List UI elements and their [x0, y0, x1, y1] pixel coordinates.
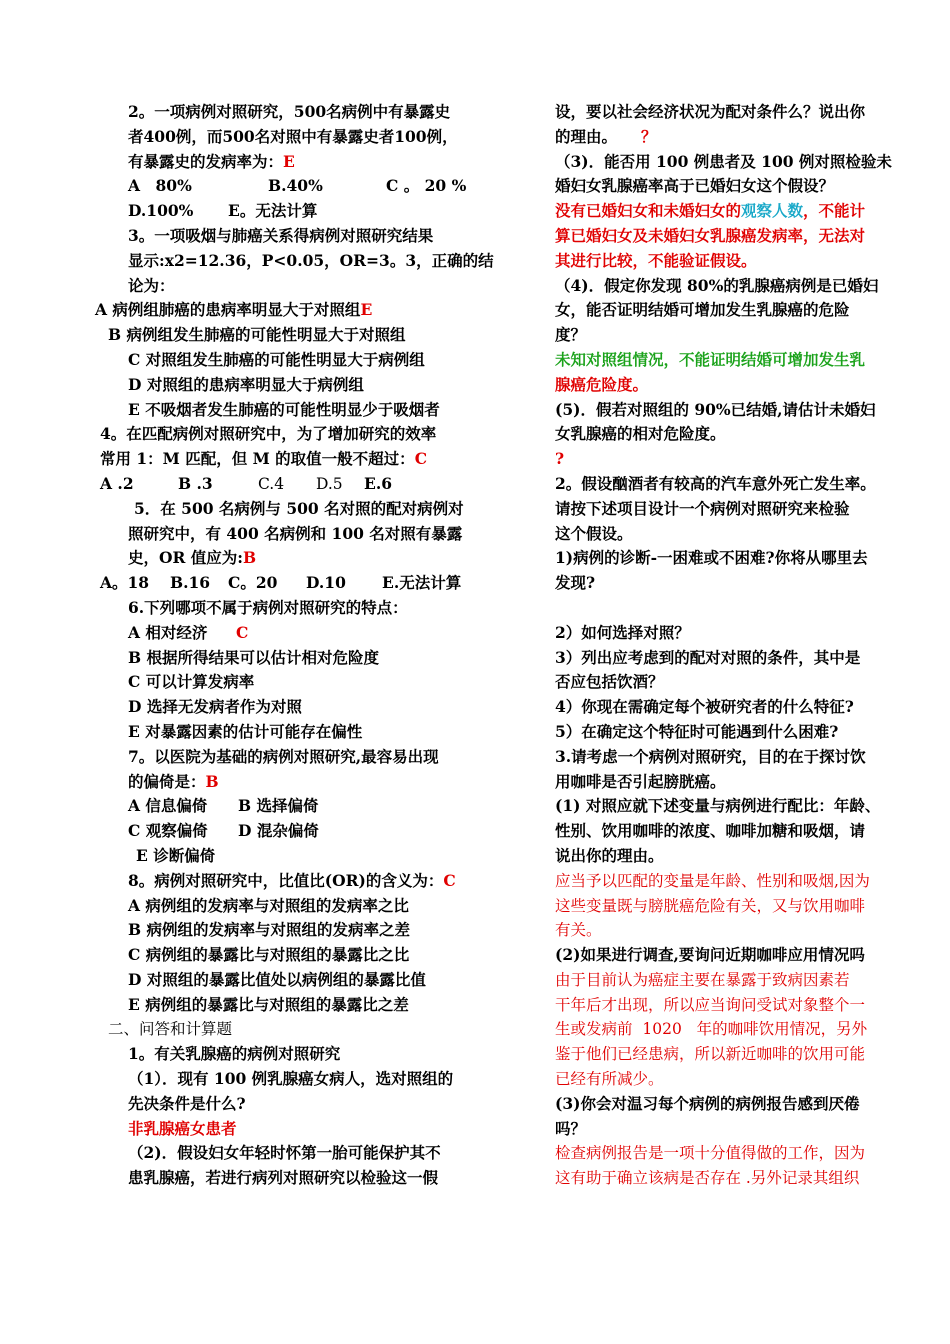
- q2-line2: 者400例，而500名对照中有暴露史者100例，: [128, 126, 458, 146]
- p3-a2-line4: 鉴于他们已经患病，所以新近咖啡的饮用可能: [555, 1045, 866, 1064]
- q4-option-c: C.4: [258, 474, 285, 493]
- q8-option-d: D 对照组的暴露比值处以病例组的暴露比值: [128, 969, 426, 989]
- p3-line2: 用咖啡是否引起膀胱癌。: [555, 771, 726, 791]
- p2-q3-line2: 否应包括饮酒？: [555, 672, 664, 692]
- q7-option-a: A 信息偏倚: [128, 796, 208, 816]
- q4-line2: [100, 447, 470, 472]
- p1-s1-line2: 先决条件是什么?: [128, 1093, 246, 1113]
- q2-line3: [100, 150, 470, 175]
- p1-s2-stem-end: 的理由。: [555, 126, 618, 146]
- q5-line1: 5．在 500 名病例与 500 名对照的配对病例对: [134, 498, 464, 518]
- p1-s2-line4: [555, 125, 900, 150]
- p3-line1: 3.请考虑一个病例对照研究，目的在于探讨饮: [555, 746, 866, 766]
- q2-options-row1: [100, 174, 470, 199]
- p3-a2-line2: 干年后才出现，所以应当询问受试对象整个一: [555, 995, 866, 1014]
- q7-option-d: D 混杂偏倚: [238, 821, 319, 841]
- right-column: [555, 100, 900, 1191]
- p1-s3-answer-line2: 算已婚妇女及未婚妇女乳腺癌发病率，无法对: [555, 225, 866, 245]
- p2-line3: 这个假设。: [555, 523, 633, 543]
- q2-option-d: D.100%: [128, 201, 194, 221]
- q7-answer: B: [205, 771, 219, 791]
- q4-answer: C: [414, 449, 428, 469]
- q7-options-row1: [100, 794, 470, 819]
- q4-stem-end: 常用 1：M 匹配，但 M 的取值一般不超过：: [100, 449, 415, 469]
- q5-option-b: B.16: [170, 573, 211, 593]
- q3-answer: E: [360, 300, 373, 320]
- p1-s1-answer: 非乳腺癌女患者: [128, 1118, 237, 1138]
- q5-option-a: A。18: [100, 573, 150, 593]
- q3-line1: 3。一项吸烟与肺癌关系得病例对照研究结果: [128, 225, 434, 245]
- q6-option-b: B 根据所得结果可以估计相对危险度: [128, 647, 379, 667]
- p1-s4-line2: 女，能否证明结婚可增加发生乳腺癌的危险: [555, 300, 850, 320]
- q7-line1: 7。以医院为基础的病例对照研究,最容易出现: [128, 746, 439, 766]
- p3-q3-line2: 吗？: [555, 1118, 587, 1138]
- q5-option-e: E.无法计算: [382, 573, 462, 593]
- s3-answer-part1: 没有已婚妇女和未婚妇女的: [555, 201, 742, 221]
- observed-count-highlight: 观察人数: [741, 201, 804, 221]
- q8-option-a: A 病例组的发病率与对照组的发病率之比: [128, 895, 409, 915]
- q5-options: [100, 571, 470, 596]
- p1-title: 1。有关乳腺癌的病例对照研究: [128, 1044, 341, 1064]
- left-column: [95, 100, 494, 1191]
- p2-q2: 2）如何选择对照？: [555, 622, 690, 642]
- p1-s5-answer: ?: [555, 449, 565, 469]
- p2-q4: 4）你现在需确定每个被研究者的什么特征?: [555, 697, 854, 717]
- p3-q1-line2: 性别、饮用咖啡的浓度、咖啡加糖和吸烟，请: [555, 821, 866, 841]
- p2-line1: 2。假设酗酒者有较高的汽车意外死亡发生率。: [555, 473, 876, 493]
- p3-a1-line2: 这些变量既与膀胱癌危险有关，又与饮用咖啡: [555, 896, 866, 915]
- q4-option-a: A .2: [100, 473, 134, 493]
- q4-option-d: D.5: [316, 474, 343, 493]
- section-heading-qa: 二、问答和计算题: [108, 1020, 233, 1039]
- q7-options-row2: [100, 819, 470, 844]
- p2-q3-line1: 3）列出应考虑到的配对对照的条件，其中是: [555, 647, 861, 667]
- p3-a2-line3: 生或发病前 1020 年的咖啡饮用情况，另外: [555, 1020, 868, 1039]
- p1-s5-line2: 女乳腺癌的相对危险度。: [555, 424, 726, 444]
- p2-line2: 请按下述项目设计一个病例对照研究来检验: [555, 498, 850, 518]
- p1-s3-answer-line3: 其进行比较，不能验证假设。: [555, 250, 757, 270]
- p1-s5-line1: (5)．假若对照组的 90%已结婚,请估计未婚妇: [555, 399, 876, 419]
- q2-stem-end: 有暴露史的发病率为：: [128, 151, 284, 171]
- p3-a2-line1: 由于目前认为癌症主要在暴露于致病因素若: [555, 970, 850, 989]
- p3-a1-line1: 应当予以匹配的变量是年龄、性别和吸烟,因为: [555, 871, 870, 890]
- q3-option-a-row: [95, 298, 470, 323]
- p1-s3-line1: （3)．能否用 100 例患者及 100 例对照检验未: [555, 151, 892, 171]
- p1-s3-answer-line1: [555, 199, 900, 224]
- q2-answer: E: [283, 151, 295, 171]
- q5-option-d: D.10: [306, 573, 346, 593]
- p3-q1-line1: (1) 对照应就下述变量与病例进行配比：年龄、: [555, 796, 881, 816]
- q4-options: [100, 472, 470, 497]
- q7-stem-end: 的偏倚是：: [128, 771, 206, 791]
- q8-answer: C: [443, 870, 456, 890]
- q7-option-e: E 诊断偏倚: [136, 845, 216, 865]
- q6-option-e: E 对暴露因素的估计可能存在偏性: [128, 721, 363, 741]
- s3-answer-part3: ，不能计: [803, 201, 866, 221]
- p1-s1-line1: （1）．现有 100 例乳腺癌女病人，选对照组的: [128, 1069, 454, 1089]
- q7-option-b: B 选择偏倚: [238, 796, 319, 816]
- p3-a3-line1: 检查病例报告是一项十分值得做的工作，因为: [555, 1144, 866, 1163]
- p3-a2-line5: 已经有所减少。: [555, 1070, 664, 1089]
- q3-option-a: A 病例组肺癌的患病率明显大于对照组: [95, 300, 361, 320]
- q6-option-a: A 相对经济: [128, 622, 208, 642]
- q3-option-e: E 不吸烟者发生肺癌的可能性明显少于吸烟者: [128, 399, 440, 419]
- q2-option-a: A 80%: [128, 176, 192, 196]
- q7-line2: [100, 770, 470, 795]
- q4-line1: 4。在匹配病例对照研究中，为了增加研究的效率: [100, 424, 437, 444]
- q5-option-c: C。20: [228, 573, 278, 593]
- q8-option-e: E 病例组的暴露比与对照组的暴露比之差: [128, 994, 409, 1014]
- p1-s4-answer-line1: 未知对照组情况，不能证明结婚可增加发生乳: [555, 349, 866, 369]
- q6-option-c: C 可以计算发病率: [128, 672, 255, 692]
- p1-s2-answer: ？: [641, 126, 657, 146]
- p1-s2-line2: 患乳腺癌，若进行病列对照研究以检验这一假: [128, 1168, 439, 1188]
- p3-q2: (2)如果进行调查,要询问近期咖啡应用情况吗: [555, 945, 865, 965]
- p1-s4-answer-line2: 腺癌危险度。: [555, 374, 649, 394]
- q6-answer: C: [236, 622, 249, 642]
- q3-option-b: B 病例组发生肺癌的可能性明显大于对照组: [108, 325, 406, 345]
- q6-option-a-row: [100, 621, 470, 646]
- q8-line1: [100, 869, 470, 894]
- p3-a3-line2: 这有助于确立该病是否存在 .另外记录其组织: [555, 1169, 860, 1188]
- q8-option-b: B 病例组的发病率与对照组的发病率之差: [128, 920, 410, 940]
- q8-option-c: C 病例组的暴露比与对照组的暴露比之比: [128, 945, 410, 965]
- q5-line3: [100, 546, 470, 571]
- q2-option-b: B.40%: [268, 176, 323, 196]
- q2-line1: 2。一项病例对照研究，500名病例中有暴露史: [128, 102, 451, 121]
- q4-option-e: E.6: [364, 473, 392, 493]
- p2-q1-line1: 1)病例的诊断-一困难或不困难?你将从哪里去: [555, 548, 868, 568]
- p3-q1-line3: 说出你的理由。: [555, 845, 664, 865]
- p3-q3-line1: (3)你会对温习每个病例的病例报告感到厌倦: [555, 1093, 860, 1113]
- q3-line3: 论为：: [128, 275, 175, 295]
- p1-s2-line3: 设，要以社会经济状况为配对条件么？说出你: [555, 102, 866, 121]
- q3-option-d: D 对照组的患病率明显大于病例组: [128, 374, 364, 394]
- q5-stem-end: 史，OR 值应为:: [128, 548, 244, 568]
- p1-s4-line3: 度？: [555, 325, 587, 345]
- p2-q1-line2: 发现?: [555, 573, 596, 593]
- q4-option-b: B .3: [178, 473, 213, 493]
- q2-option-c: C 。 20 %: [386, 176, 467, 196]
- q6-option-d: D 选择无发病者作为对照: [128, 697, 302, 717]
- q7-option-c: C 观察偏倚: [128, 821, 208, 841]
- q8-stem: 8。病例对照研究中，比值比(OR)的含义为：: [128, 870, 444, 890]
- q2-options-row2: [100, 199, 470, 224]
- q5-answer: B: [243, 548, 257, 568]
- q3-line2: 显示:x2=12.36，P<0.05，OR=3。3，正确的结: [128, 250, 494, 270]
- p2-q5: 5）在确定这个特征时可能遇到什么困难?: [555, 721, 839, 741]
- q3-option-c: C 对照组发生肺癌的可能性明显大于病例组: [128, 349, 425, 369]
- p1-s3-line2: 婚妇女乳腺癌率高于已婚妇女这个假设？: [555, 176, 835, 196]
- q5-line2: 照研究中，有 400 名病例和 100 名对照有暴露: [128, 523, 463, 543]
- blank-line: [555, 596, 900, 621]
- p1-s2-line1: （2)．假设妇女年轻时怀第一胎可能保护其不: [128, 1143, 441, 1163]
- p3-a1-line3: 有关。: [555, 921, 602, 940]
- q6-line1: 6.下列哪项不属于病例对照研究的特点：: [128, 597, 408, 617]
- p1-s4-line1: （4)．假定你发现 80%的乳腺癌病例是已婚妇: [555, 275, 879, 295]
- q2-option-e: E。无法计算: [228, 201, 318, 221]
